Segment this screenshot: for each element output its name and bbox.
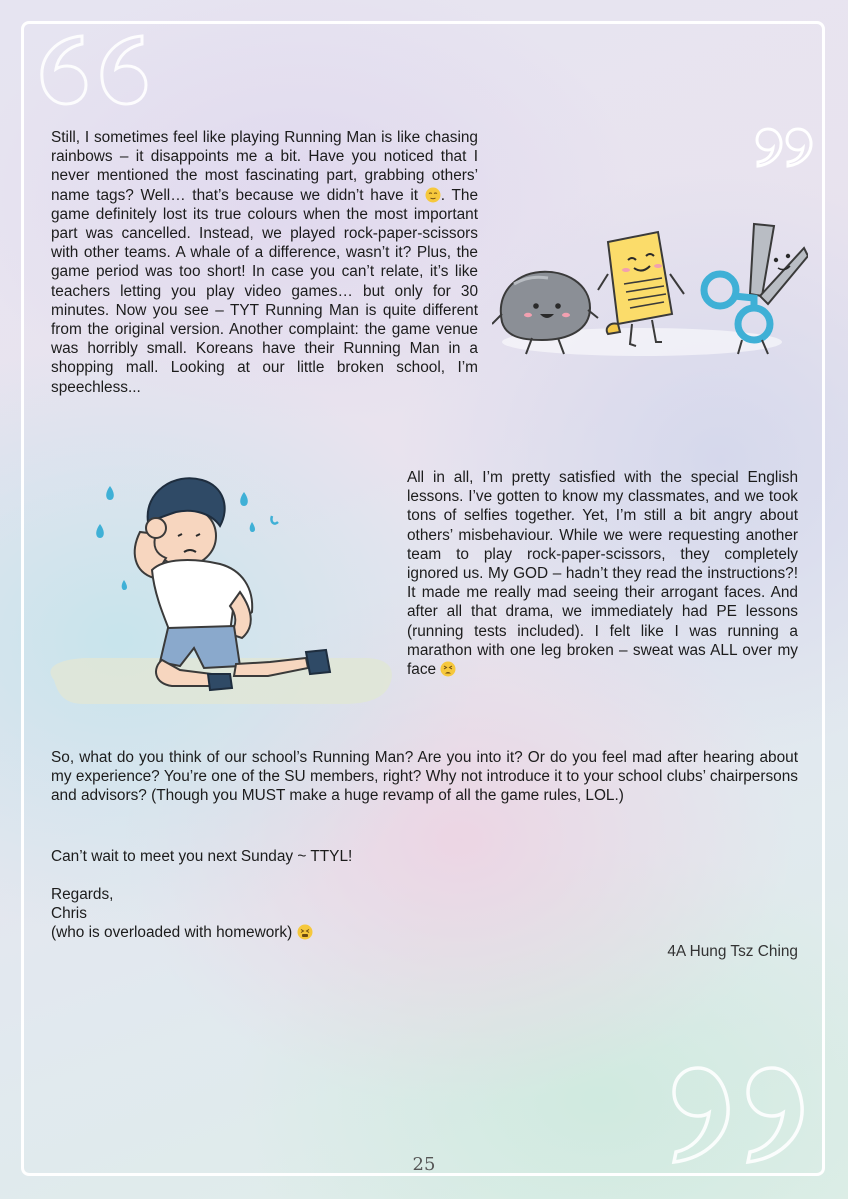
- paragraph-english-lessons: [407, 468, 798, 679]
- closing-line: Can’t wait to meet you next Sunday ~ TTYL!: [51, 848, 353, 865]
- relieved-face-icon: [425, 187, 441, 203]
- signature-note-text: (who is overloaded with homework): [51, 924, 297, 941]
- paragraph-text: Still, I sometimes feel like playing Running Man is like chasing rainbows – it disappoints me a bit. Have you noticed that I never mentioned the most fascinating part, grabbing others’ name tags? Well… that’s because we didn’t have it: [51, 129, 478, 204]
- tired-boy-illustration: [44, 462, 396, 710]
- page-number: 25: [412, 1154, 436, 1175]
- paragraph-what-do-you-think: So, what do you think of our school’s Running Man? Are you into it? Or do you feel mad after hearing about my experience? You’re one of the SU members, right? Why not introduce it to your school clubs’ chairpersons and advisors? (Though you MUST make a huge revamp of all the game rules, LOL.): [51, 749, 798, 805]
- rock-paper-scissors-illustration: [492, 214, 808, 364]
- signature-regards: Regards,: [51, 886, 114, 903]
- tired-face-icon: [440, 661, 456, 677]
- signature-name: Chris: [51, 905, 87, 922]
- weary-face-icon: [297, 924, 313, 940]
- quote-mark-icon-top-right: [754, 126, 816, 172]
- paragraph-text: . The game definitely lost its true colours when the most important part was cancelled. Instead, we played rock-paper-scissors with other teams. A whale of a difference, wasn’t it? Plus, the game period was too short! In case you can’t relate, it’s like teachers letting you play video games… but only for 30 minutes. Now you see – TYT Running Man is quite different from the original version. Another complaint: the game venue was horribly small. Koreans have their Running Man in a shopping mall. Looking at our little broken school, I’m speechless...: [51, 186, 479, 396]
- quote-mark-icon-top-left: [32, 26, 150, 116]
- author-credit: 4A Hung Tsz Ching: [667, 943, 798, 960]
- paragraph-running-man-complaint: [51, 128, 478, 397]
- paragraph-text: All in all, I’m pretty satisfied with the special English lessons. I’ve gotten to know my classmates, and we took tons of selfies together. Yet, I’m still a bit angry about others’ misbehaviour. While we were requesting another team to play rock-paper-scissors, they completely ignored us. My GOD – hadn’t they read the instructions?! It made me really mad seeing their arrogant faces. And after all that drama, we immediately had PE lessons (running tests included). I felt like I was running a marathon with one leg broken – sweat was ALL over my face: [407, 469, 798, 679]
- signature-note: [51, 923, 313, 942]
